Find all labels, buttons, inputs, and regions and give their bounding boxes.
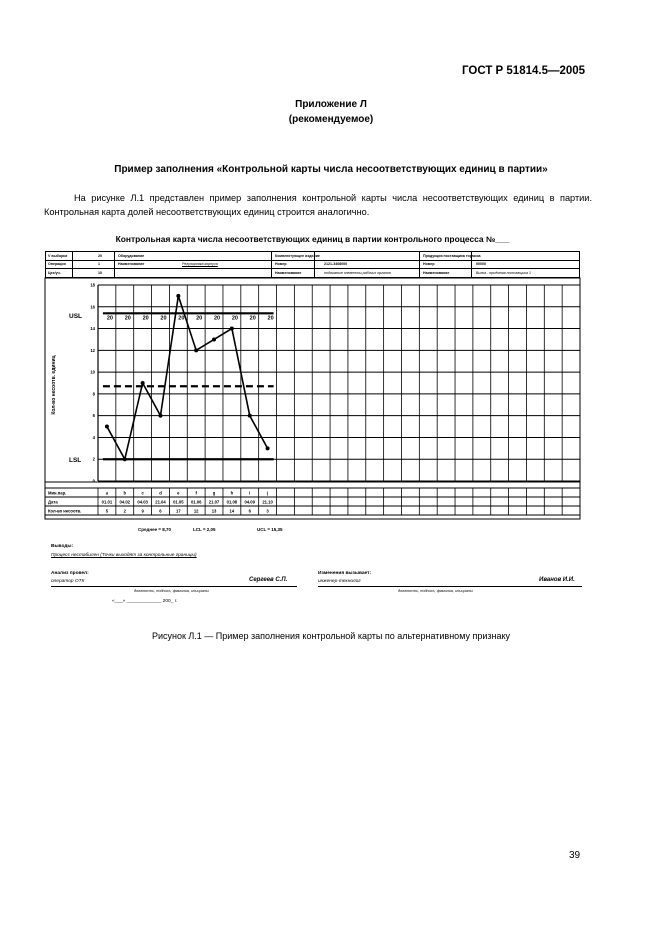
y-tick-label: 2 [92,456,95,462]
number-label: Номер [275,262,287,266]
y-tick-label: 16 [90,304,95,310]
data-point-d [158,414,162,418]
table-cell-date: 04.03 [137,499,148,505]
annex-type: (рекомендуемое) [288,114,374,125]
y-tick-label: 4 [92,434,95,440]
y-tick-label: 14 [90,326,95,332]
y-tick-label: 8 [92,391,95,397]
table-cell-sample: a [105,490,109,496]
footer-lcl: LCL = 2,05 [193,527,216,532]
changes-name: Иванов И.И. [539,577,575,583]
product-name-value: Вилка - приёмная поставщика 1 [476,271,531,275]
data-point-i [248,414,252,418]
y-tick-label: 10 [90,369,95,375]
table-cell-count: 13 [211,508,217,514]
conclusions-text: Процесс нестабилен (Точки выходят за контрольные границы) [51,553,197,558]
data-point-a [105,425,109,429]
table-cell-sample: g [212,490,216,496]
operation-value: 1 [98,262,100,266]
table-cell-sample: e [177,490,180,496]
table-row-label: Дата [48,499,58,505]
sample-size-label: 20 [231,315,238,322]
table-cell-date: 01.01 [101,499,113,505]
product-name-label: Наименование [423,271,450,275]
data-point-h [230,327,234,331]
shop-label: Цех/уч. [48,271,61,275]
table-cell-sample: d [159,490,162,496]
table-cell-date: 01.06 [190,499,202,505]
ucl-label: USL [69,313,82,320]
table-cell-date: 01.05 [173,499,184,505]
table-row-label: Кол-во несоотв. [48,508,82,514]
table-cell-count: 6 [159,508,162,514]
sample-size-label: 20 [178,315,185,322]
table-cell-date: 21.10 [262,499,273,505]
document-code: ГОСТ Р 51814.5—2005 [462,65,586,77]
product-number-value: 00000 [476,262,486,266]
y-axis-label: Кол-во несоотв. единиц [51,355,57,415]
y-tick-label: 6 [92,413,95,419]
table-cell-sample: j [267,490,269,496]
analysis-name: Сергеев С.П. [249,577,288,583]
analysis-person: оператор ОТК [51,579,85,584]
component-name-value: подвижные элементы рабочих органов [324,271,391,275]
table-cell-count: 3 [266,508,269,514]
changes-signature-hint: должность, подпись, фамилия, инициалы [398,589,473,593]
name-label: Наименование [118,262,145,266]
section-title: Пример заполнения «Контрольной карты числа несоответствующих единиц в партии» [114,164,548,175]
table-cell-count: 2 [123,508,126,514]
sample-size-label: 20 [267,315,274,322]
product-number-label: Номер [423,262,435,266]
equipment-label: Оборудование [118,254,145,258]
table-cell-count: 12 [193,508,199,514]
table-cell-date: 04.09 [244,499,255,505]
data-point-c [141,381,145,385]
sample-size-label: 20 [106,315,113,322]
data-point-j [266,446,270,450]
y-tick-label: 0 [92,478,95,484]
data-point-f [194,348,198,352]
data-point-e [176,294,180,298]
intro-paragraph: На рисунке Л.1 представлен пример заполнения контрольной карты числа несоответствующих единиц в партии. Контрольная карта долей несоответствующих единиц строится аналогично. [44,193,592,217]
table-cell-date: 21.07 [208,499,220,505]
product-label: Продукция поставщика тормоза [423,254,481,258]
y-tick-label: 12 [90,347,95,353]
form-title: Контрольная карта числа несоответствующих единиц в партии контрольного процесса №___ [115,235,510,244]
sample-size-label: 20 [124,315,131,322]
table-row-label: Мин.пар. [48,490,67,496]
page-number: 39 [569,850,581,861]
table-cell-sample: h [230,490,234,496]
changes-person: инженер-технолог [318,579,361,584]
table-cell-date: 21.04 [155,499,166,505]
sample-size-label: 20 [249,315,256,322]
table-cell-date: 01.08 [226,499,238,505]
operation-label: Операция [48,262,66,266]
sample-size-label: 20 [196,315,203,322]
component-name-label: Наименование [275,271,302,275]
footer-ucl: UCL = 15,35 [257,527,283,532]
table-cell-count: 5 [105,508,109,514]
table-cell-count: 9 [141,508,144,514]
shop-value: 10 [98,271,102,275]
table-cell-sample: f [195,490,197,496]
sample-label: V выборки [48,254,68,258]
date-line: «___» _____________ 200_ г. [112,599,178,604]
table-cell-sample: i [249,490,251,496]
footer-mean: Среднее = 8,70 [138,527,171,532]
changes-label: Изменения вызывает: [318,571,372,576]
table-cell-date: 04.02 [119,499,131,505]
lcl-label: LSL [69,457,82,464]
sample-value: 20 [98,254,102,258]
data-point-g [212,337,216,341]
analysis-label: Анализ провел: [51,571,89,576]
component-label: Комплектующее изделие [275,254,320,258]
annex-title: Приложение Л [295,99,367,110]
table-cell-sample: c [141,490,144,496]
conclusions-label: Выводы: [51,544,74,549]
y-tick-label: 18 [90,282,95,288]
table-cell-count: 17 [175,508,181,514]
analysis-signature-hint: должность, подпись, фамилия, инициалы [134,589,209,593]
name-value: Регулировка корпуса [182,262,218,266]
table-cell-sample: b [123,490,127,496]
sample-size-label: 20 [160,315,167,322]
sample-size-label: 20 [213,315,221,322]
table-cell-count: 14 [229,508,235,514]
table-cell-count: 6 [248,508,251,514]
sample-size-label: 20 [142,315,149,322]
figure-caption: Рисунок Л.1 — Пример заполнения контрольной карты по альтернативному признаку [151,631,511,641]
number-value: 2121-3408000 [324,262,348,266]
data-point-b [123,457,127,461]
